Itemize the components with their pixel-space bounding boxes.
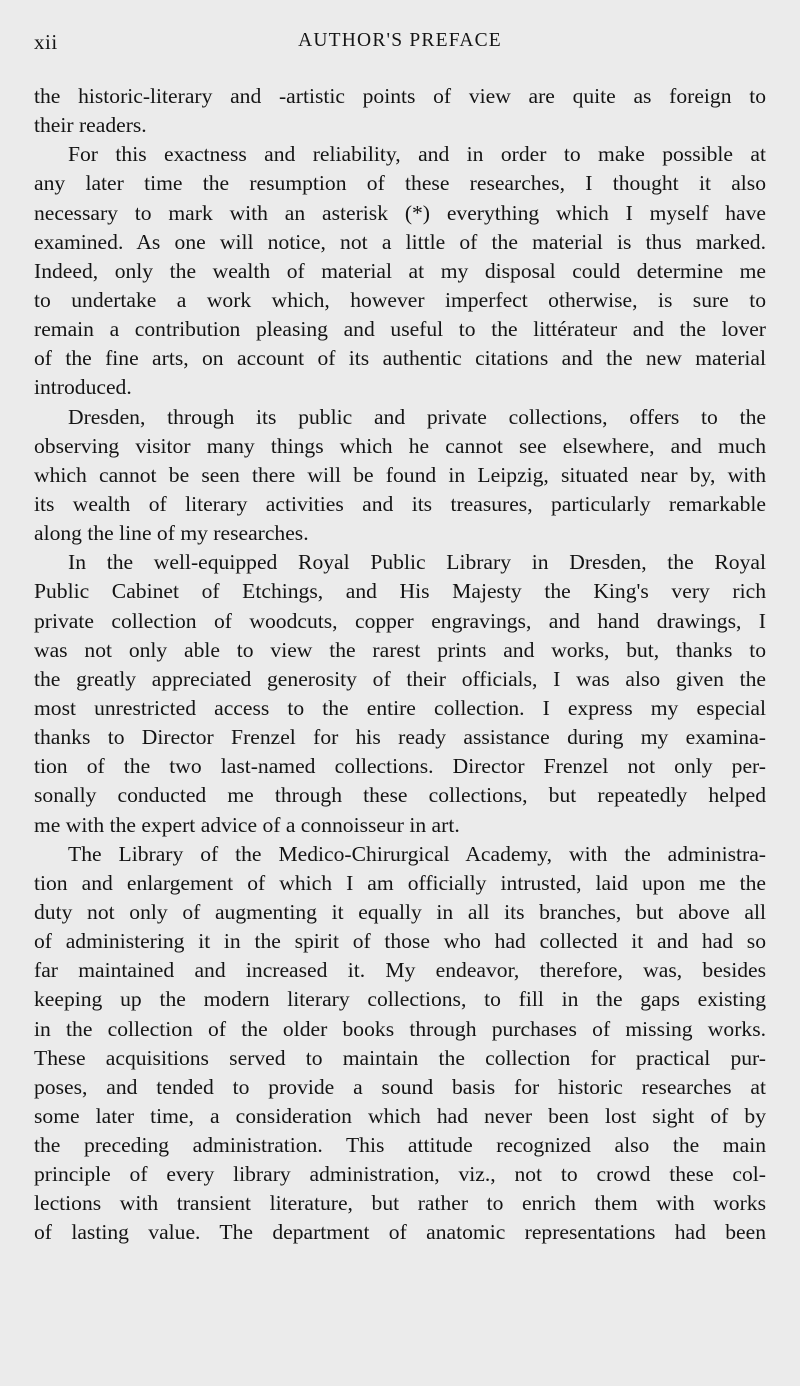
text-line: For this exactness and reliability, and in order to make possible at <box>68 142 766 167</box>
paragraph <box>34 140 766 402</box>
text-line: Dresden, through its public and private collections, offers to the <box>68 404 766 429</box>
text-line: poses, and tended to provide a sound basis for historic researches at <box>34 1074 766 1099</box>
paragraph <box>34 840 766 1248</box>
text-line: any later time the resumption of these researches, I thought it also <box>34 171 766 196</box>
text-line: some later time, a consideration which had never been lost sight of by <box>34 1103 766 1128</box>
text-line: of administering it in the spirit of those who had collected it and had so <box>34 929 766 954</box>
text-line: me with the expert advice of a connoisseur in art. <box>34 812 460 837</box>
text-line: duty not only of augmenting it equally in all its branches, but above all <box>34 899 766 924</box>
body-text <box>34 82 766 1248</box>
text-line: keeping up the modern literary collections, to fill in the gaps existing <box>34 987 766 1012</box>
text-line: its wealth of literary activities and its treasures, particularly remarkable <box>34 491 766 516</box>
text-line: examined. As one will notice, not a little of the material is thus marked. <box>34 229 766 254</box>
text-line: introduced. <box>34 375 132 400</box>
text-line: Public Cabinet of Etchings, and His Majesty the King's very rich <box>34 579 766 604</box>
text-line: their readers. <box>34 113 147 138</box>
paragraph <box>34 403 766 549</box>
paragraph <box>34 82 766 140</box>
text-line: thanks to Director Frenzel for his ready assistance during my examina- <box>34 725 766 750</box>
running-title: AUTHOR'S PREFACE <box>298 30 502 51</box>
text-line: to undertake a work which, however imperfect otherwise, is sure to <box>34 287 766 312</box>
text-line: private collection of woodcuts, copper engravings, and hand drawings, I <box>34 608 766 633</box>
text-line: necessary to mark with an asterisk (*) everything which I myself have <box>34 200 766 225</box>
text-line: Indeed, only the wealth of material at my disposal could determine me <box>34 258 766 283</box>
text-line: tion of the two last-named collections. Director Frenzel not only per- <box>34 754 766 779</box>
text-line: most unrestricted access to the entire collection. I express my especial <box>34 695 766 720</box>
text-line: remain a contribution pleasing and useful to the littérateur and the lover <box>34 317 766 342</box>
page-number: xii <box>34 30 58 54</box>
text-line: of the fine arts, on account of its authentic citations and the new material <box>34 346 766 371</box>
text-line: In the well-equipped Royal Public Library in Dresden, the Royal <box>68 550 766 575</box>
text-line: the historic-literary and -artistic points of view are quite as foreign to <box>34 84 766 108</box>
text-line: of lasting value. The department of anatomic representations had been <box>34 1220 766 1245</box>
text-line: in the collection of the older books through purchases of missing works. <box>34 1016 766 1041</box>
text-line: which cannot be seen there will be found in Leipzig, situated near by, with <box>34 462 766 487</box>
paragraph <box>34 548 766 839</box>
text-line: along the line of my researches. <box>34 521 309 546</box>
text-line: tion and enlargement of which I am officially intrusted, laid upon me the <box>34 870 766 895</box>
page-header <box>34 30 766 58</box>
text-line: The Library of the Medico-Chirurgical Academy, with the administra- <box>68 841 766 866</box>
text-line: was not only able to view the rarest prints and works, but, thanks to <box>34 637 766 662</box>
text-line: the preceding administration. This attitude recognized also the main <box>34 1133 766 1158</box>
text-line: These acquisitions served to maintain the collection for practical pur- <box>34 1045 766 1070</box>
text-line: the greatly appreciated generosity of their officials, I was also given the <box>34 666 766 691</box>
text-line: sonally conducted me through these collections, but repeatedly helped <box>34 783 766 808</box>
text-line: observing visitor many things which he cannot see elsewhere, and much <box>34 433 766 458</box>
text-line: principle of every library administration, viz., not to crowd these col- <box>34 1162 766 1187</box>
text-line: far maintained and increased it. My endeavor, therefore, was, besides <box>34 958 766 983</box>
text-line: lections with transient literature, but rather to enrich them with works <box>34 1191 766 1216</box>
